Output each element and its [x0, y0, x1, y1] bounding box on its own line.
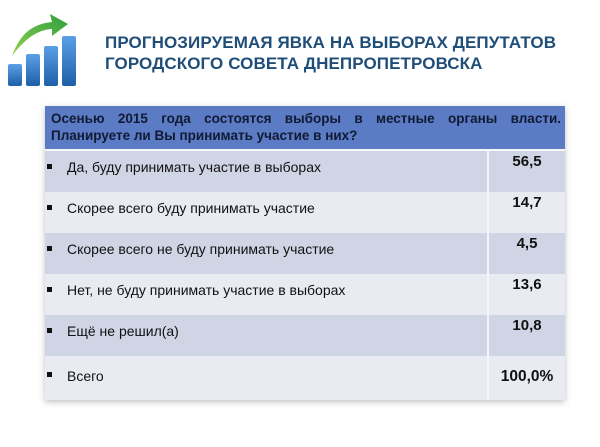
table-header: [45, 106, 565, 151]
table-row: [45, 233, 565, 274]
page-title-line-1: ПРОГНОЗИРУЕМАЯ ЯВКА НА ВЫБОРАХ ДЕПУТАТОВ: [105, 33, 557, 52]
row-value: 14,7: [487, 192, 565, 233]
row-label: Нет, не буду принимать участие в выборах: [67, 282, 346, 298]
bullet-icon: [47, 164, 52, 169]
table-row: [45, 151, 565, 192]
row-value: 4,5: [487, 233, 565, 274]
bullet-icon: [47, 372, 52, 377]
page-title-line-2: ГОРОДСКОГО СОВЕТА ДНЕПРОПЕТРОВСКА: [105, 54, 483, 73]
table-row-total: [45, 356, 565, 400]
table-row: [45, 315, 565, 356]
row-label: Скорее всего буду принимать участие: [67, 200, 315, 216]
logo-arrow: [12, 14, 68, 56]
row-value: 13,6: [487, 274, 565, 315]
bullet-icon: [47, 287, 52, 292]
bullet-icon: [47, 328, 52, 333]
row-value: 10,8: [487, 315, 565, 356]
row-label: Ещё не решил(а): [67, 323, 179, 339]
row-value: 100,0%: [487, 356, 565, 400]
row-label: Скорее всего не буду принимать участие: [67, 241, 335, 257]
table-row: [45, 274, 565, 315]
logo-bar: [44, 46, 58, 86]
bullet-icon: [47, 246, 52, 251]
row-label: Да, буду принимать участие в выборах: [67, 159, 321, 175]
logo-bar: [62, 36, 76, 86]
bar-chart-growth-icon: [6, 8, 86, 88]
bullet-icon: [47, 205, 52, 210]
table-row: [45, 192, 565, 233]
results-table: [45, 106, 565, 400]
row-value: 56,5: [487, 151, 565, 192]
survey-question: Осенью 2015 года состоятся выборы в местные органы власти. Планируете ли Вы принимать участие в них?: [51, 111, 561, 143]
logo-bar: [26, 54, 40, 86]
row-label: Всего: [67, 368, 104, 384]
page-title: [105, 32, 585, 74]
logo-bar: [8, 64, 22, 86]
